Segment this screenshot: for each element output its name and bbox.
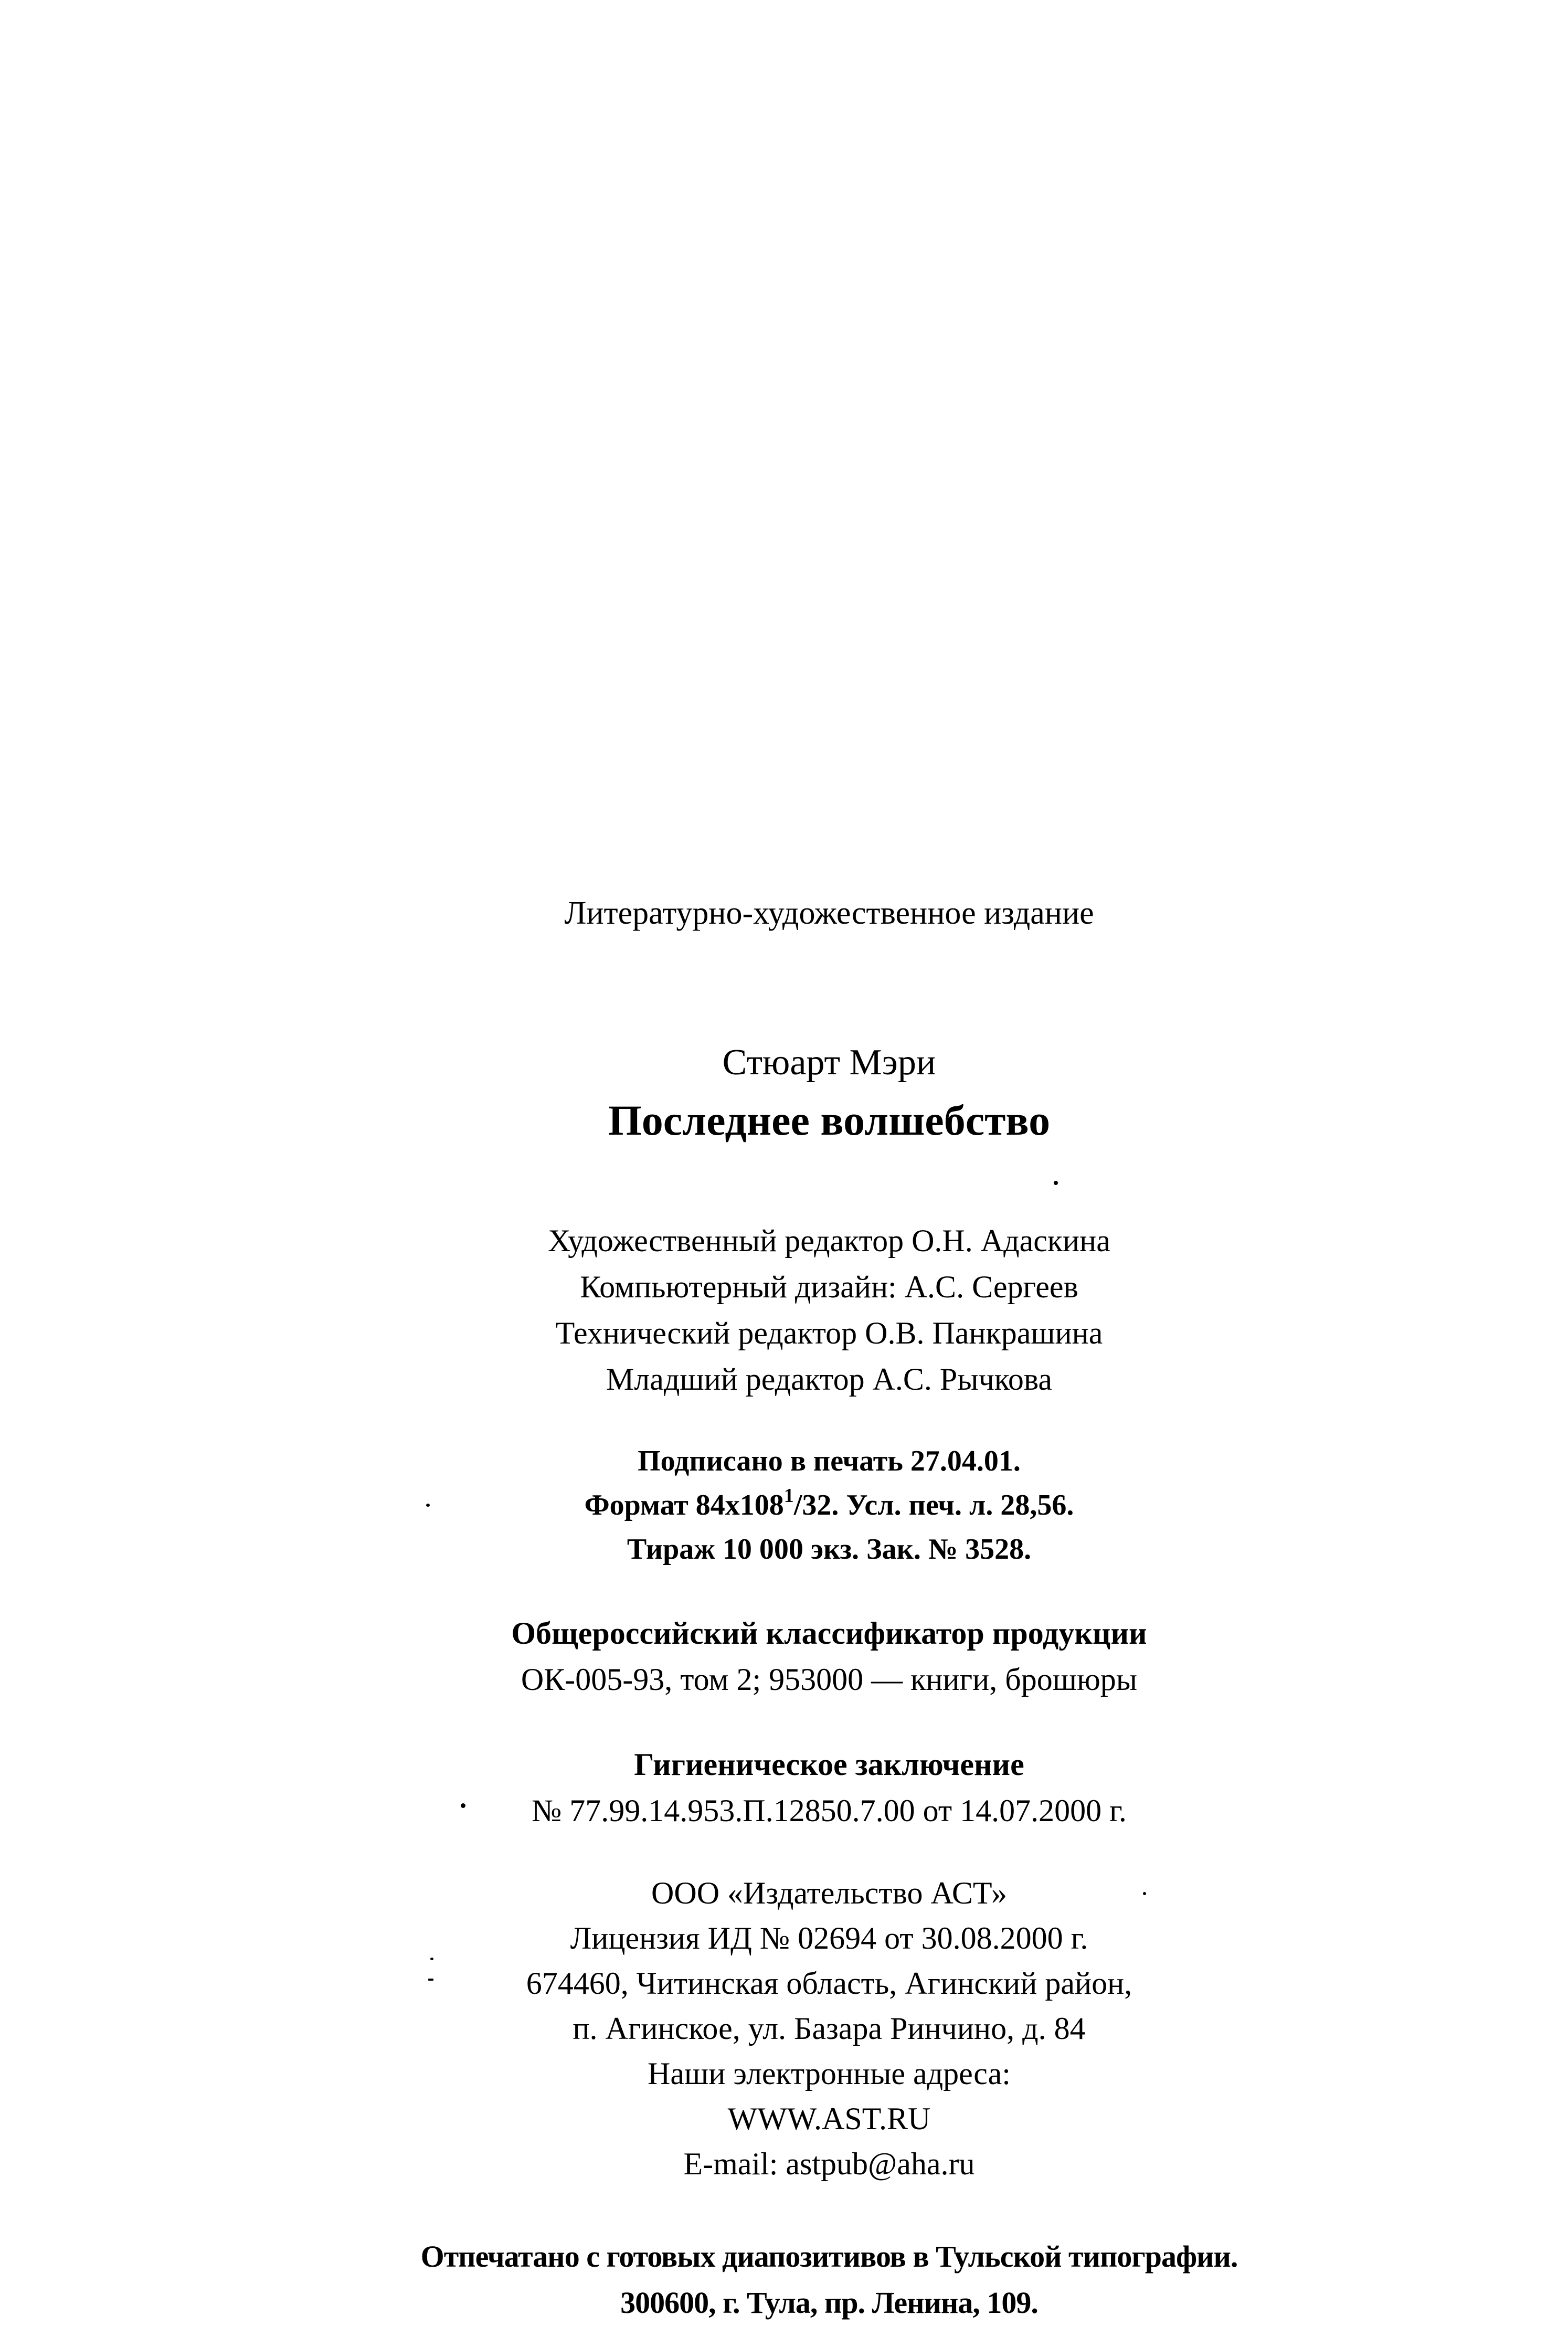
scan-speck [1143,1892,1146,1895]
format-superscript: 1 [783,1485,794,1507]
printer-line: 300600, г. Тула, пр. Ленина, 109. [620,2286,1038,2320]
colophon [0,892,1568,2326]
print-run: Тираж 10 000 экз. Зак. № 3528. [627,1533,1032,1566]
print-info [0,1439,1568,1571]
credit-line: Технический редактор О.В. Панкрашина [555,1316,1103,1350]
genre-label: Литературно-художественное издание [564,895,1094,931]
product-classifier [0,1610,1568,1703]
classifier-line: ОК-005-93, том 2; 953000 — книги, брошюры [521,1662,1138,1697]
printer-line: Отпечатано с готовых диапозитивов в Тульской типографии. [420,2239,1238,2274]
publisher-line: п. Агинское, ул. Базара Ринчино, д. 84 [573,2011,1086,2046]
scan-speck [1054,1181,1058,1185]
author-name: Стюарт Мэри [722,1042,936,1083]
scan-speck [426,1504,430,1507]
publisher-website: WWW.AST.RU [727,2101,931,2136]
publisher-info [0,1870,1568,2186]
credit-line: Художественный редактор О.Н. Адаскина [548,1223,1110,1258]
credit-line: Компьютерный дизайн: А.С. Сергеев [580,1270,1078,1304]
book-title: Последнее волшебство [608,1096,1051,1144]
publisher-email: E-mail: astpub@aha.ru [683,2147,975,2181]
publisher-line: ООО «Издательство АСТ» [651,1876,1007,1910]
publisher-line: Лицензия ИД № 02694 от 30.08.2000 г. [570,1921,1088,1955]
format-prefix: Формат 84х108 [584,1489,784,1521]
signed-for-print: Подписано в печать 27.04.01. [638,1445,1021,1477]
printer-info [0,2234,1568,2326]
hygiene-line: № 77.99.14.953.П.12850.7.00 от 14.07.2000 г. [532,1793,1127,1828]
format-line [0,1483,1568,1527]
credit-line: Младший редактор А.С. Рычкова [606,1362,1053,1397]
scan-speck [430,1958,433,1960]
hygiene-certificate [0,1741,1568,1834]
scan-speck [461,1803,465,1808]
format-suffix: /32. Усл. печ. л. 28,56. [793,1489,1074,1521]
scan-speck [428,1979,433,1981]
publisher-line: 674460, Читинская область, Агинский район, [526,1966,1132,2001]
hygiene-line: Гигиеническое заключение [634,1747,1024,1782]
editorial-credits [0,1218,1568,1402]
classifier-line: Общероссийский классификатор продукции [511,1616,1147,1651]
publisher-line: Наши электронные адреса: [648,2056,1011,2091]
